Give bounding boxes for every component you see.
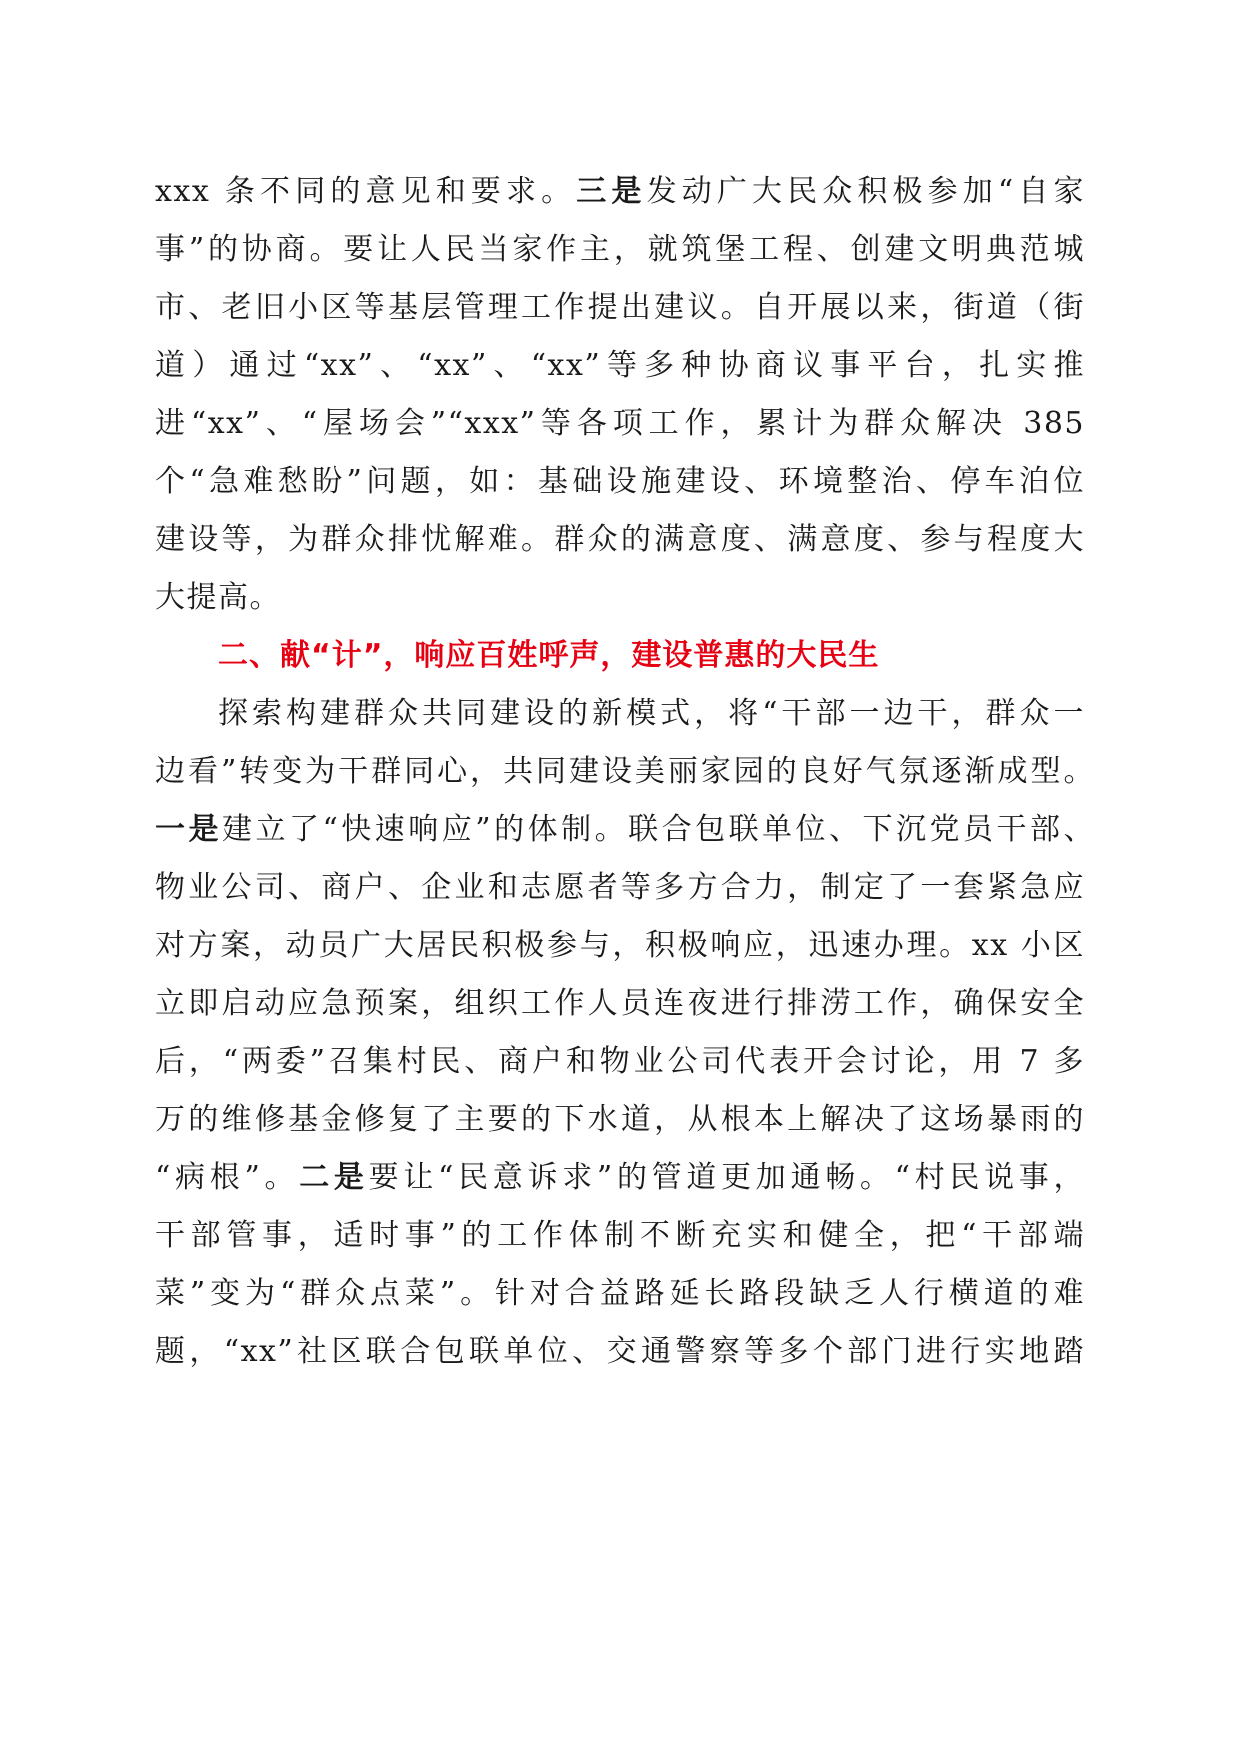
text-line: 边看”转变为干群同心，共同建设美丽家园的良好气氛逐渐成型。: [155, 754, 1095, 789]
emphasis-text: 三是: [576, 174, 647, 209]
emphasis-text: 一是: [155, 812, 222, 847]
text-line: 事”的协商。要让人民当家作主，就筑堡工程、创建文明典范城: [155, 232, 1085, 267]
text-line: 后，“两委”召集村民、商户和物业公司代表开会讨论，用 7 多: [155, 1044, 1085, 1079]
text-line: 菜”变为“群众点菜”。针对合益路延长路段缺乏人行横道的难: [155, 1276, 1085, 1311]
text-line: 干部管事，适时事”的工作体制不断充实和健全，把“干部端: [155, 1218, 1085, 1253]
text-line: 题，“xx”社区联合包联单位、交通警察等多个部门进行实地踏: [155, 1334, 1085, 1369]
text-line: 对方案，动员广大居民积极参与，积极响应，迅速办理。xx 小区: [155, 928, 1085, 963]
text-line: 道）通过“xx”、“xx”、“xx”等多种协商议事平台，扎实推: [155, 348, 1085, 383]
text-line: 进“xx”、“屋场会”“xxx”等各项工作，累计为群众解决 385: [155, 406, 1085, 441]
text-line: 大提高。: [155, 580, 281, 615]
emphasis-text: 二是: [299, 1160, 369, 1195]
text-line: 一是建立了“快速响应”的体制。联合包联单位、下沉党员干部、: [155, 812, 1095, 847]
text-line: 建设等，为群众排忧解难。群众的满意度、满意度、参与程度大: [155, 522, 1085, 557]
text-line: 物业公司、商户、企业和志愿者等多方合力，制定了一套紧急应: [155, 870, 1085, 905]
text-line: 探索构建群众共同建设的新模式，将“干部一边干，群众一: [218, 696, 1085, 731]
text-line: 万的维修基金修复了主要的下水道，从根本上解决了这场暴雨的: [155, 1102, 1085, 1137]
text-line: xxx 条不同的意见和要求。三是发动广大民众积极参加“自家: [155, 174, 1086, 209]
text-line: “病根”。二是要让“民意诉求”的管道更加通畅。“村民说事，: [155, 1160, 1085, 1195]
section-heading: 二、献“计”，响应百姓呼声，建设普惠的大民生: [218, 638, 880, 673]
text-line: 市、老旧小区等基层管理工作提出建议。自开展以来，街道（街: [155, 290, 1085, 325]
text-line: 立即启动应急预案，组织工作人员连夜进行排涝工作，确保安全: [155, 986, 1085, 1021]
text-line: 个“急难愁盼”问题，如：基础设施建设、环境整治、停车泊位: [155, 464, 1085, 499]
